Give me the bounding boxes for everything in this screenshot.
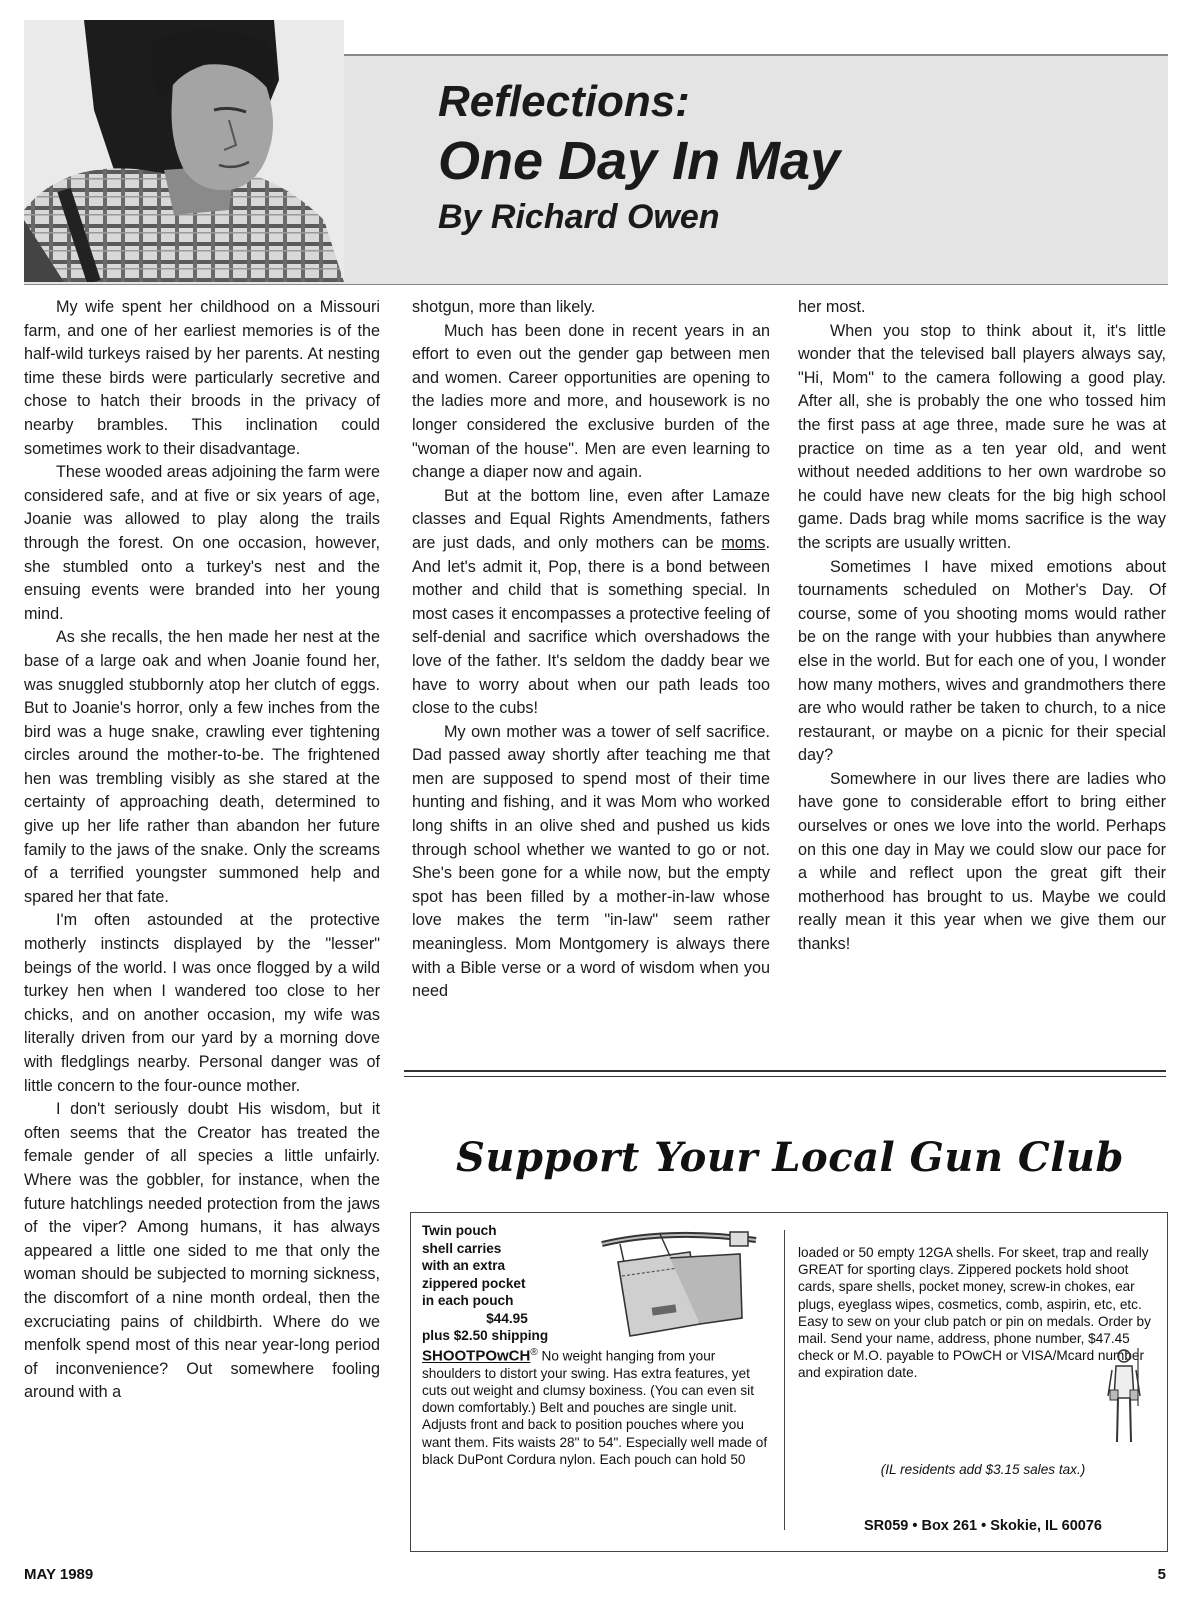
- article-column-3: [798, 296, 1166, 957]
- paragraph: shotgun, more than likely.: [412, 298, 596, 316]
- ad-right-body: loaded or 50 empty 12GA shells. For skeet, trap and really GREAT for sporting clays. Zippered pockets hold shoot cards, spare shells, pocket money, screw-in chokes, ear plugs, eyeglass wipes, cosmetics, comb, aspirin, etc, etc. Easy to sew on your club patch or pin on medals. Order by mail. Send your name, address, phone number, $47.45 check or M.O. payable to POwCH or VISA/Mcard number and expiration date.: [798, 1245, 1151, 1381]
- price-line: shell carries: [422, 1240, 502, 1256]
- tax-note: (IL residents add $3.15 sales tax.): [880, 1462, 1086, 1477]
- paragraph: These wooded areas adjoining the farm were considered safe, and at five or six years of age, Joanie was allowed to play along the trails through the forest. On one occasion, however, she stumbled onto a turkey's nest and the ensuing events were branded into her young mind.: [24, 463, 380, 623]
- price: $44.95: [486, 1310, 528, 1326]
- paragraph: [412, 485, 770, 721]
- page-title: One Day In May: [438, 131, 841, 191]
- order-address: SR059 • Box 261 • Skokie, IL 60076: [864, 1518, 1102, 1534]
- paragraph: Much has been done in recent years in an effort to even out the gender gap between men and women. Career opportunities are opening to the ladies more and more, and housework is no longer considered the exclusive burden of the "woman of the house". Men are even learning to change a diaper now and again.: [412, 321, 770, 482]
- title-block: [438, 76, 840, 238]
- author-photo: [24, 20, 344, 282]
- underlined-word: moms: [721, 533, 766, 552]
- article-column-1: [24, 296, 380, 1405]
- registered-mark: ®: [530, 1347, 538, 1358]
- page-number: 5: [1157, 1566, 1166, 1583]
- brand-name: SHOOTPOwCH: [422, 1347, 531, 1365]
- paragraph: Sometimes I have mixed emotions about tournaments scheduled on Mother's Day. Of course, some of you shooting moms would rather be on the range with your hubbies than anywhere else in the world. But for each one of you, I wonder how many mothers, wives and grandmothers there are who would rather be taken to church, to a nice restaurant, or maybe on a picnic for their special day?: [798, 557, 1166, 765]
- ad-divider: [784, 1230, 785, 1530]
- article-column-2: [412, 296, 770, 1004]
- paragraph: As she recalls, the hen made her nest at the base of a large oak and when Joanie found her, was snuggled stubbornly atop her clutch of eggs. But to Joanie's horror, only a few inches from the bird was a huge snake, crawling ever tightening circles around the mother-to-be. The frightened hen was trembling visibly as she stared at the certainty of approaching death, determined to give up her life rather than abandon her future family to the jaws of the snake. Only the screams of a terrified youngster summoned help and spared her that fate.: [24, 628, 380, 906]
- ad-left-copy: [422, 1344, 774, 1468]
- shipping: plus $2.50 shipping: [422, 1328, 549, 1343]
- ad-top-rule: [404, 1070, 1166, 1072]
- paragraph: My wife spent her childhood on a Missouri farm, and one of her earliest memories is of the half-wild turkeys raised by her parents. At nesting time these birds were particularly secretive and chose to hatch their broods in the privacy of nearby brambles. This inclination could sometimes work to their disadvantage.: [24, 298, 380, 458]
- price-line: zippered pocket: [422, 1275, 526, 1291]
- ad-top-rule-thin: [404, 1076, 1166, 1077]
- shooter-figure-icon: [1104, 1346, 1144, 1446]
- text-run: But at the bottom line, even after Lamaze classes and Equal Rights Amendments, fathers are just dads, and only mothers can be: [412, 486, 770, 552]
- paragraph: I don't seriously doubt His wisdom, but it often seems that the Creator has treated the female gender of all species a little unfairly. Where was the gobbler, for instance, when the future hatchlings needed protection from the jaws of the viper? Among humans, it has always appeared a little one sided to me that only the woman should be subjected to morning sickness, the discomfort of a nine month ordeal, then the excruciating pains of childbirth. Where do we menfolk spend most of this near year-long period of inconvenience? Out somewhere fooling around with a: [24, 1100, 380, 1402]
- paragraph: When you stop to think about it, it's little wonder that the televised ball players always say, "Hi, Mom" to the camera following a good play. After all, she is probably the one who tossed him the first pass at age three, made sure he was at practice on time as a ten year old, and went without needed additions to her own wardrobe so he could have new cleats for the big high school game. Dads brag while moms sacrifice is the way the scripts are usually written.: [798, 321, 1166, 552]
- ad-left-body: No weight hanging from your shoulders to distort your swing. Has extra features, yet cuts out weight and clumsy boxiness. (You can even sit down comfortably.) Belt and pouches are single unit. Adjusts front and back to position pouches where you want them. Fits waists 28" to 54". Especially well made of black DuPont Cordura nylon. Each pouch can hold 50: [422, 1348, 768, 1467]
- price-line: with an extra: [422, 1258, 506, 1273]
- byline: By Richard Owen: [438, 198, 720, 236]
- paragraph: My own mother was a tower of self sacrifice. Dad passed away shortly after teaching me that men are supposed to spend most of their time hunting and fishing, and it was Mom who worked long shifts in an olive shed and pushed us kids through school whether we wanted to go or not. She's been gone for a while now, but the empty spot has been filled by a mother-in-law whose love makes the term "in-law" seem rather meaningless. Mom Montgomery is always there with a Bible verse or a word of wisdom when you need: [412, 722, 770, 1001]
- price-line: in each pouch: [422, 1293, 514, 1308]
- ad-price-block: [422, 1222, 592, 1345]
- paragraph: Somewhere in our lives there are ladies who have gone to considerable effort to bring either ourselves or ones we love into the world. Perhaps on this one day in May we could slow our pace for a while and reflect upon the great gift their motherhood has brought to us. Maybe we could really mean it this year when we give them our thanks!: [798, 769, 1166, 954]
- price-line: Twin pouch: [422, 1223, 497, 1238]
- paragraph: I'm often astounded at the protective motherly instincts displayed by the "lesser" beings of the world. I was once flogged by a wild turkey hen when I wandered too close to her chicks, and on another occasion, my wife was literally driven from our yard by a morning dove with fledglings nearby. Personal danger was of little concern to the four-ounce mother.: [24, 911, 380, 1095]
- title-line1: Reflections:: [438, 77, 690, 126]
- pouch-illustration: [600, 1226, 760, 1342]
- issue-date: MAY 1989: [24, 1566, 94, 1583]
- ad-headline: Support Your Local Gun Club: [456, 1134, 1124, 1181]
- paragraph: her most.: [798, 298, 866, 316]
- text-run: . And let's admit it, Pop, there is a bond between mother and child that is something special. In most cases it encompasses a protective feeling of self-denial and sacrifice which overshadows the love of the father. It's seldom the daddy bear we have to worry about when our path leads too close to the cubs!: [412, 533, 770, 718]
